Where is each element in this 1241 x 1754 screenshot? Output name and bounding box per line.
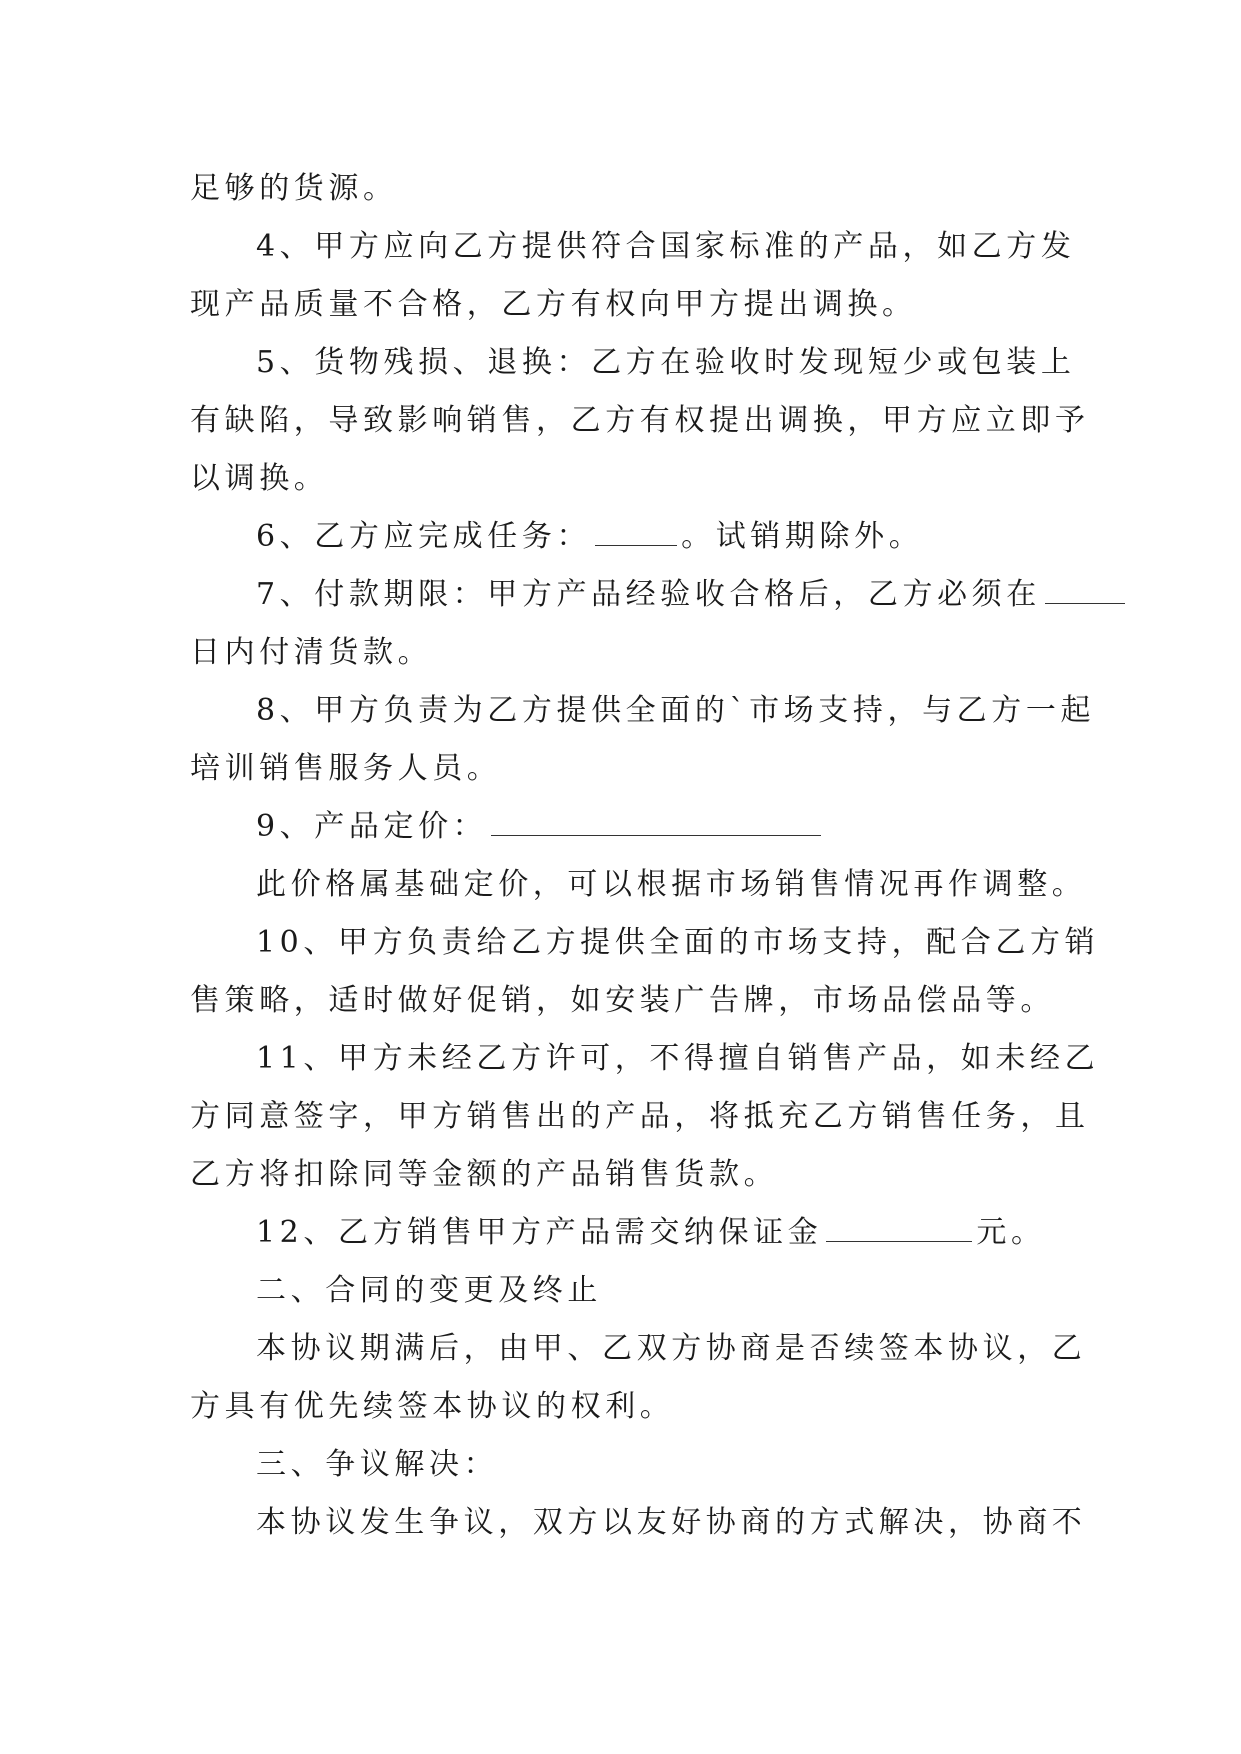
clause-6-tail: 。试销期除外。	[681, 519, 924, 554]
text-line: 足够的货源。	[190, 171, 398, 206]
deposit-blank	[826, 1207, 972, 1242]
clause-6-line	[190, 508, 1060, 566]
clause-12-tail: 元。	[976, 1215, 1046, 1250]
payment-days-blank	[1045, 569, 1125, 604]
clause-12-text: 12、乙方销售甲方产品需交纳保证金	[256, 1215, 823, 1250]
clause-5-line-1: 5、货物残损、退换：乙方在验收时发现短少或包装上	[256, 345, 1076, 380]
clause-10-line-2: 售策略，适时做好促销，如安装广告牌，市场品偿品等。	[190, 983, 1055, 1018]
clause-8-line-1: 8、甲方负责为乙方提供全面的`市场支持，与乙方一起	[256, 693, 1096, 728]
clause-7-line-1	[190, 566, 1060, 624]
clause-11-line-1: 11、甲方未经乙方许可，不得擅自销售产品，如未经乙	[256, 1041, 1100, 1076]
section-3-heading: 三、争议解决：	[256, 1447, 499, 1482]
clause-11-line-3: 乙方将扣除同等金额的产品销售货款。	[190, 1157, 779, 1192]
clause-8-line-2: 培训销售服务人员。	[190, 751, 502, 786]
clause-12-line	[190, 1204, 1060, 1262]
price-note-line: 此价格属基础定价，可以根据市场销售情况再作调整。	[256, 867, 1087, 902]
clause-7-line-2: 日内付清货款。	[190, 635, 433, 670]
section-2-heading: 二、合同的变更及终止	[256, 1273, 602, 1308]
price-blank	[491, 801, 821, 836]
clause-5-line-2: 有缺陷，导致影响销售，乙方有权提出调换，甲方应立即予	[190, 403, 1090, 438]
section-2-line-2: 方具有优先续签本协议的权利。	[190, 1389, 675, 1424]
document-body	[190, 160, 1100, 1552]
clause-11-line-2: 方同意签字，甲方销售出的产品，将抵充乙方销售任务，且	[190, 1099, 1090, 1134]
section-3-line-1: 本协议发生争议，双方以友好协商的方式解决，协商不	[256, 1505, 1087, 1540]
task-blank	[595, 511, 677, 546]
clause-9-text: 9、产品定价：	[256, 809, 488, 844]
clause-4-line-2: 现产品质量不合格，乙方有权向甲方提出调换。	[190, 287, 917, 322]
clause-7-text: 7、付款期限：甲方产品经验收合格后，乙方必须在	[256, 577, 1041, 612]
clause-6-text: 6、乙方应完成任务：	[256, 519, 592, 554]
clause-5-line-3: 以调换。	[190, 461, 329, 496]
clause-9-line	[190, 798, 1060, 856]
clause-4-line-1: 4、甲方应向乙方提供符合国家标准的产品，如乙方发	[256, 229, 1076, 264]
section-2-line-1: 本协议期满后，由甲、乙双方协商是否续签本协议，乙	[256, 1331, 1087, 1366]
clause-10-line-1: 10、甲方负责给乙方提供全面的市场支持，配合乙方销	[256, 925, 1100, 960]
